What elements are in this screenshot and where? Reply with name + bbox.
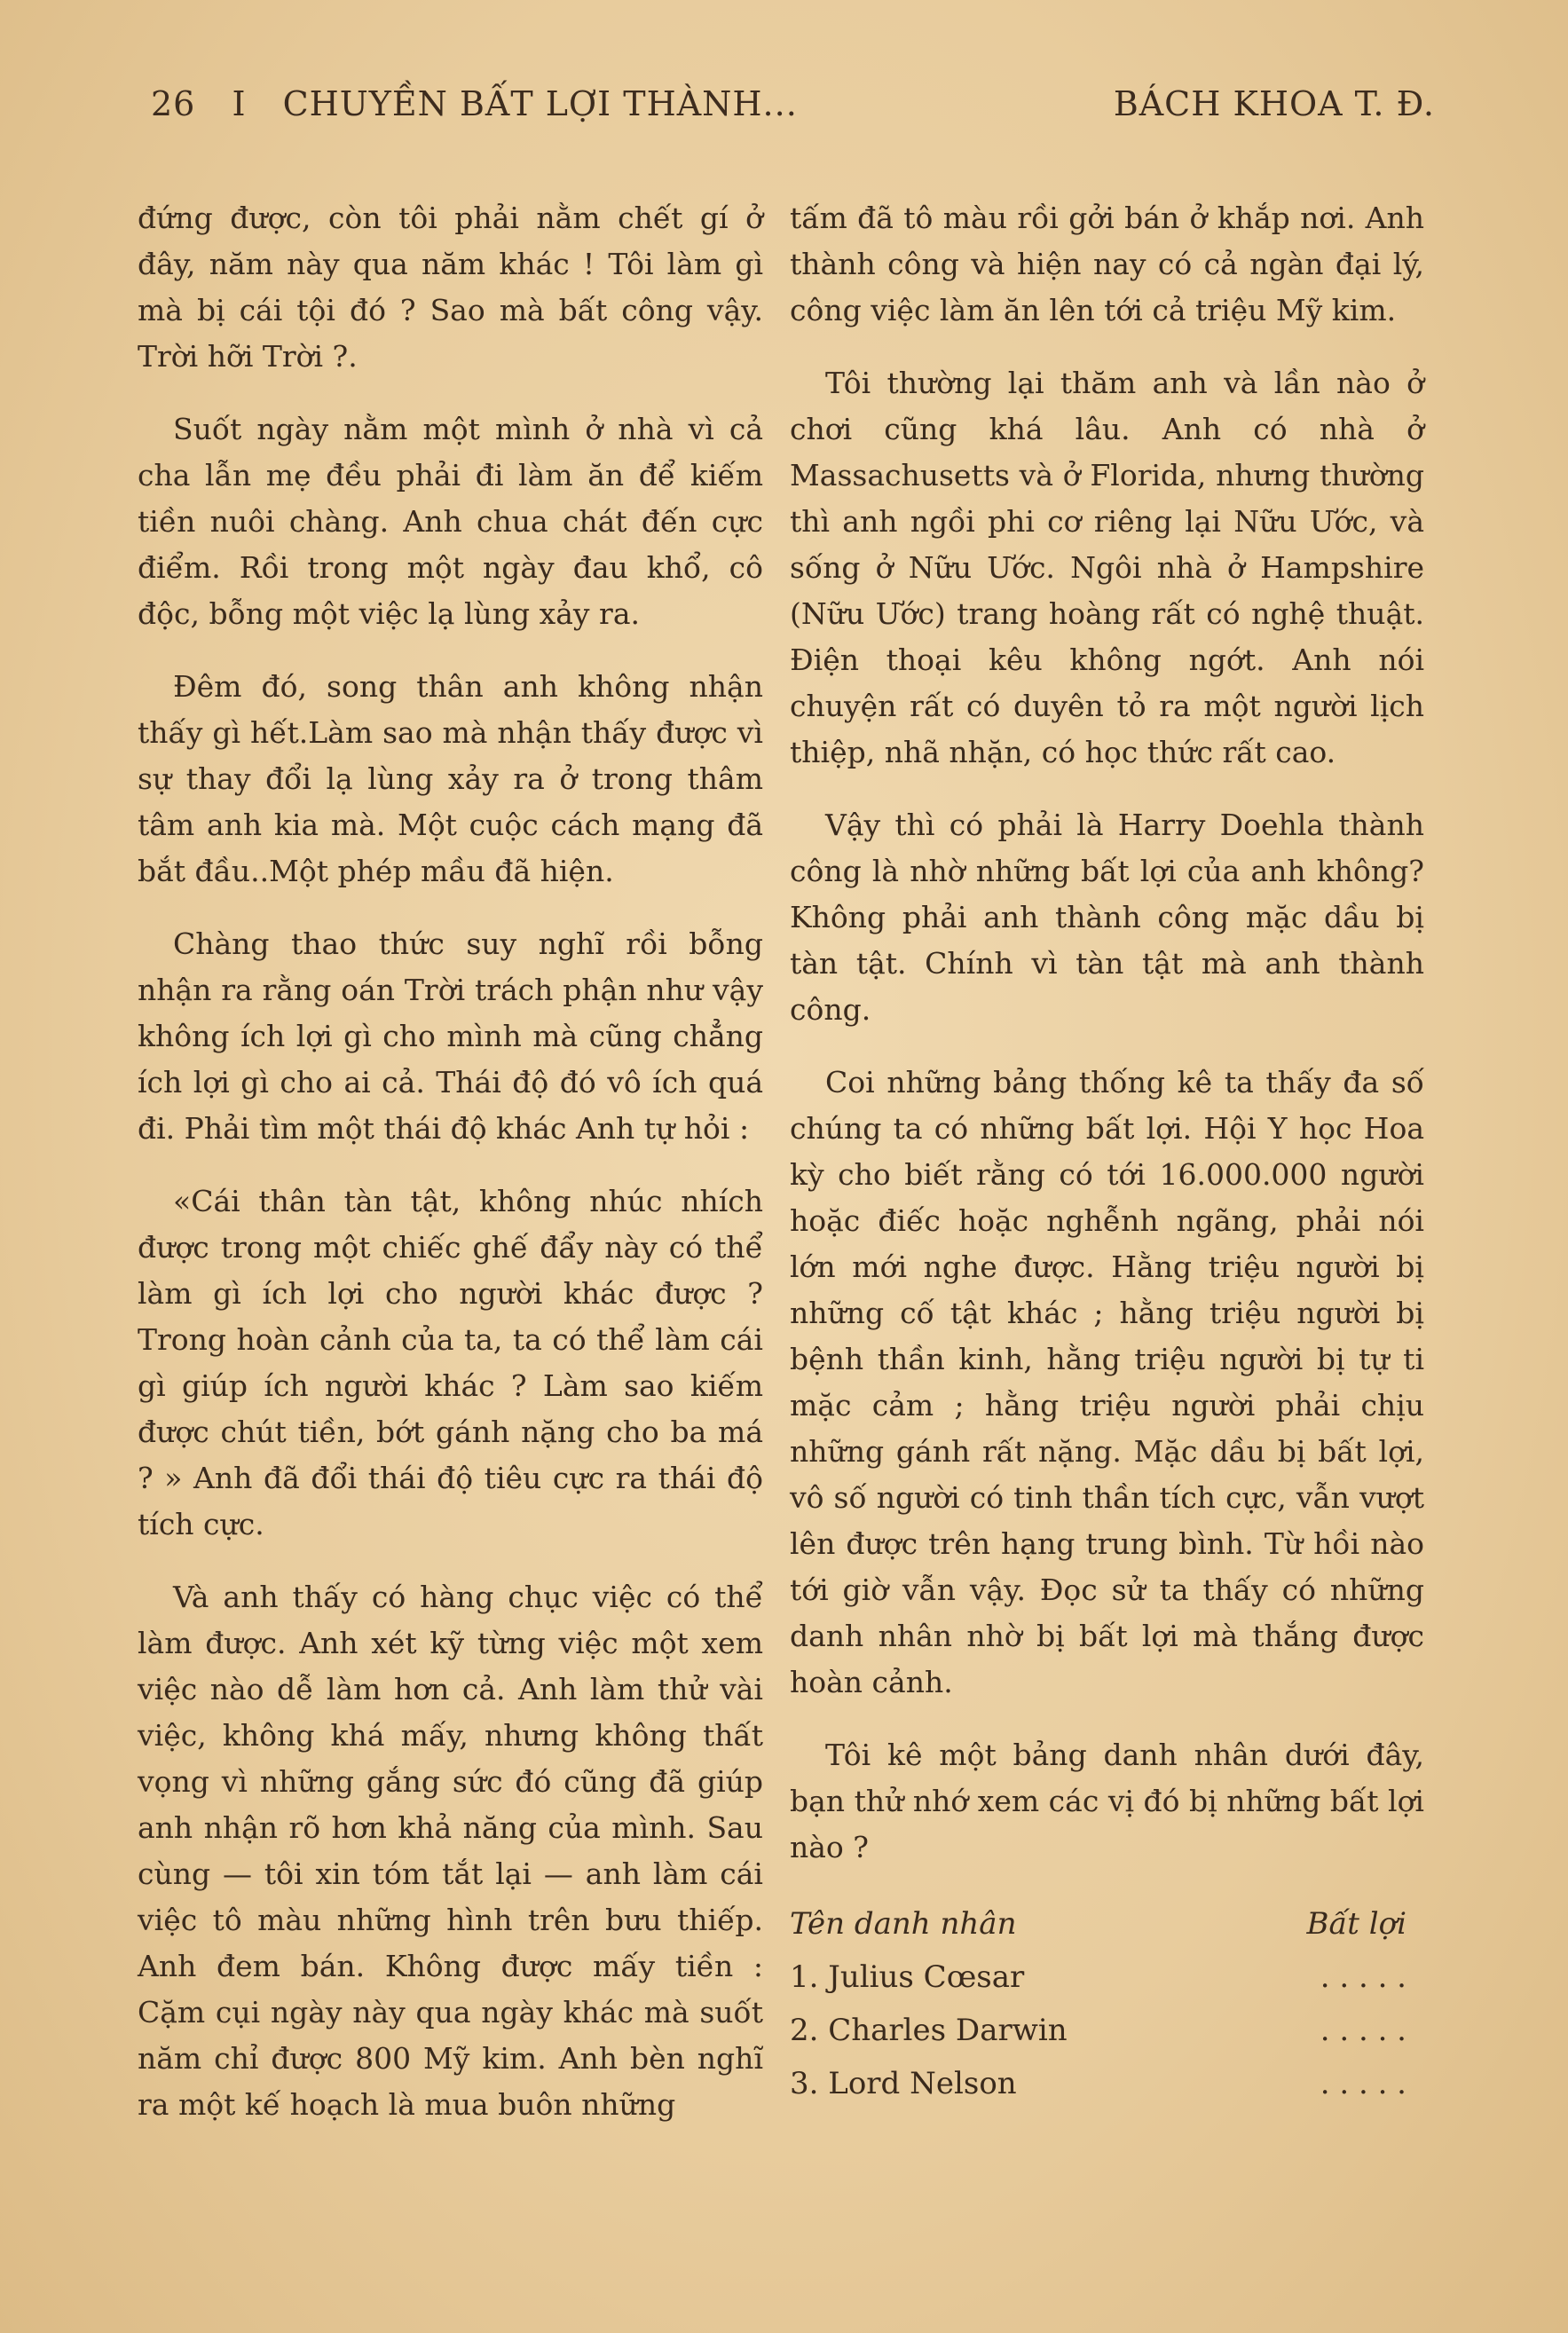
paragraph: Coi những bảng thống kê ta thấy đa số chúng ta có những bất lợi. Hội Y học Hoa kỳ cho biết rằng có tới 16.000.000 người hoặc điếc hoặc nghễnh ngãng, phải nói lớn mới nghe được. Hằng triệu người bị những cố tật khác ; hằng triệu người bị bệnh thần kinh, hằng triệu người bị tự ti mặc cảm ; hằng triệu người phải chịu những gánh rất nặng. Mặc dầu bị bất lợi, vô số người có tinh thần tích cực, vẫn vượt lên được trên hạng trung bình. Từ hồi nào tới giờ vẫn vậy. Đọc sử ta thấy có những danh nhân nhờ bị bất lợi mà thắng được hoàn cảnh. <box>790 1065 1424 1699</box>
header-left <box>151 84 798 123</box>
disadvantage-blank: . . . . . <box>1320 1959 1406 1995</box>
chapter-title: CHUYỀN BẤT LỢI THÀNH... <box>282 84 798 123</box>
disadvantage-blank: . . . . . <box>1320 2013 1406 2048</box>
paragraph: Suốt ngày nằm một mình ở nhà vì cả cha lẫn mẹ đều phải đi làm ăn để kiếm tiền nuôi chàng. Anh chua chát đến cực điểm. Rồi trong một ngày đau khổ, cô độc, bỗng một việc lạ lùng xảy ra. <box>138 412 763 631</box>
paragraph: Và anh thấy có hàng chục việc có thể làm được. Anh xét kỹ từng việc một xem việc nào dễ làm hơn cả. Anh làm thử vài việc, không khá mấy, nhưng không thất vọng vì những gắng sức đó cũng đã giúp anh nhận rõ hơn khả năng của mình. Sau cùng — tôi xin tóm tắt lại — anh làm cái việc tô màu những hình trên bưu thiếp. Anh đem bán. Không được mấy tiền : Cặm cụi ngày này qua ngày khác mà suốt năm chỉ được 800 Mỹ kim. Anh bèn nghĩ ra một kế hoạch là mua buôn những <box>138 1580 763 2122</box>
paragraph: đứng được, còn tôi phải nằm chết gí ở đây, năm này qua năm khác ! Tôi làm gì mà bị cái tội đó ? Sao mà bất công vậy. Trời hỡi Trời ?. <box>138 201 763 374</box>
paragraph: «Cái thân tàn tật, không nhúc nhích được trong một chiếc ghế đẩy này có thể làm gì ích lợi cho người khác được ? Trong hoàn cảnh của ta, ta có thể làm cái gì giúp ích người khác ? Làm sao kiếm được chút tiền, bớt gánh nặng cho ba má ? » Anh đã đổi thái độ tiêu cực ra thái độ tích cực. <box>138 1184 763 1541</box>
paragraph: Tôi thường lại thăm anh và lần nào ở chơi cũng khá lâu. Anh có nhà ở Massachusetts và ở Florida, nhưng thường thì anh ngồi phi cơ riêng lại Nữu Ước, và sống ở Nữu Ước. Ngôi nhà ở Hampshire (Nữu Ước) trang hoàng rất có nghệ thuật. Điện thoại kêu không ngớt. Anh nói chuyện rất có duyên tỏ ra một người lịch thiệp, nhã nhặn, có học thức rất cao. <box>790 366 1424 769</box>
disadvantage-blank: . . . . . <box>1320 2066 1406 2101</box>
notable-people-table <box>790 1897 1424 2110</box>
person-name: 2. Charles Darwin <box>790 2013 1068 2048</box>
paragraph: Vậy thì có phải là Harry Doehla thành công là nhờ những bất lợi của anh không? Không phải anh thành công mặc dầu bị tàn tật. Chính vì tàn tật mà anh thành công. <box>790 808 1424 1027</box>
table-row <box>790 2004 1424 2057</box>
column-header-name: Tên danh nhân <box>790 1906 1017 1942</box>
paragraph: Đêm đó, song thân anh không nhận thấy gì hết.Làm sao mà nhận thấy được vì sự thay đổi lạ lùng xảy ra ở trong thâm tâm anh kia mà. Một cuộc cách mạng đã bắt đầu..Một phép mầu đã hiện. <box>138 669 763 888</box>
publication-name: BÁCH KHOA T. Đ. <box>1113 84 1435 123</box>
column-header-disadvantage: Bất lợi <box>1306 1906 1406 1942</box>
page-header <box>151 84 1435 138</box>
paragraph: Tôi kê một bảng danh nhân dưới đây, bạn thử nhớ xem các vị đó bị những bất lợi nào ? <box>790 1738 1424 1864</box>
paragraph: Chàng thao thức suy nghĩ rồi bỗng nhận ra rằng oán Trời trách phận như vậy không ích lợi gì cho mình mà cũng chẳng ích lợi gì cho ai cả. Thái độ đó vô ích quá đi. Phải tìm một thái độ khác Anh tự hỏi : <box>138 926 763 1146</box>
paragraph: tấm đã tô màu rồi gởi bán ở khắp nơi. Anh thành công và hiện nay có cả ngàn đại lý, công việc làm ăn lên tới cả triệu Mỹ kim. <box>790 201 1424 327</box>
right-column <box>790 195 1424 2110</box>
table-row <box>790 1951 1424 2004</box>
header-separator: I <box>232 84 247 123</box>
page-number: 26 <box>151 84 196 123</box>
person-name: 3. Lord Nelson <box>790 2066 1017 2101</box>
table-header-row <box>790 1897 1424 1951</box>
left-column <box>138 195 763 2155</box>
table-row <box>790 2057 1424 2110</box>
person-name: 1. Julius Cœsar <box>790 1959 1025 1995</box>
